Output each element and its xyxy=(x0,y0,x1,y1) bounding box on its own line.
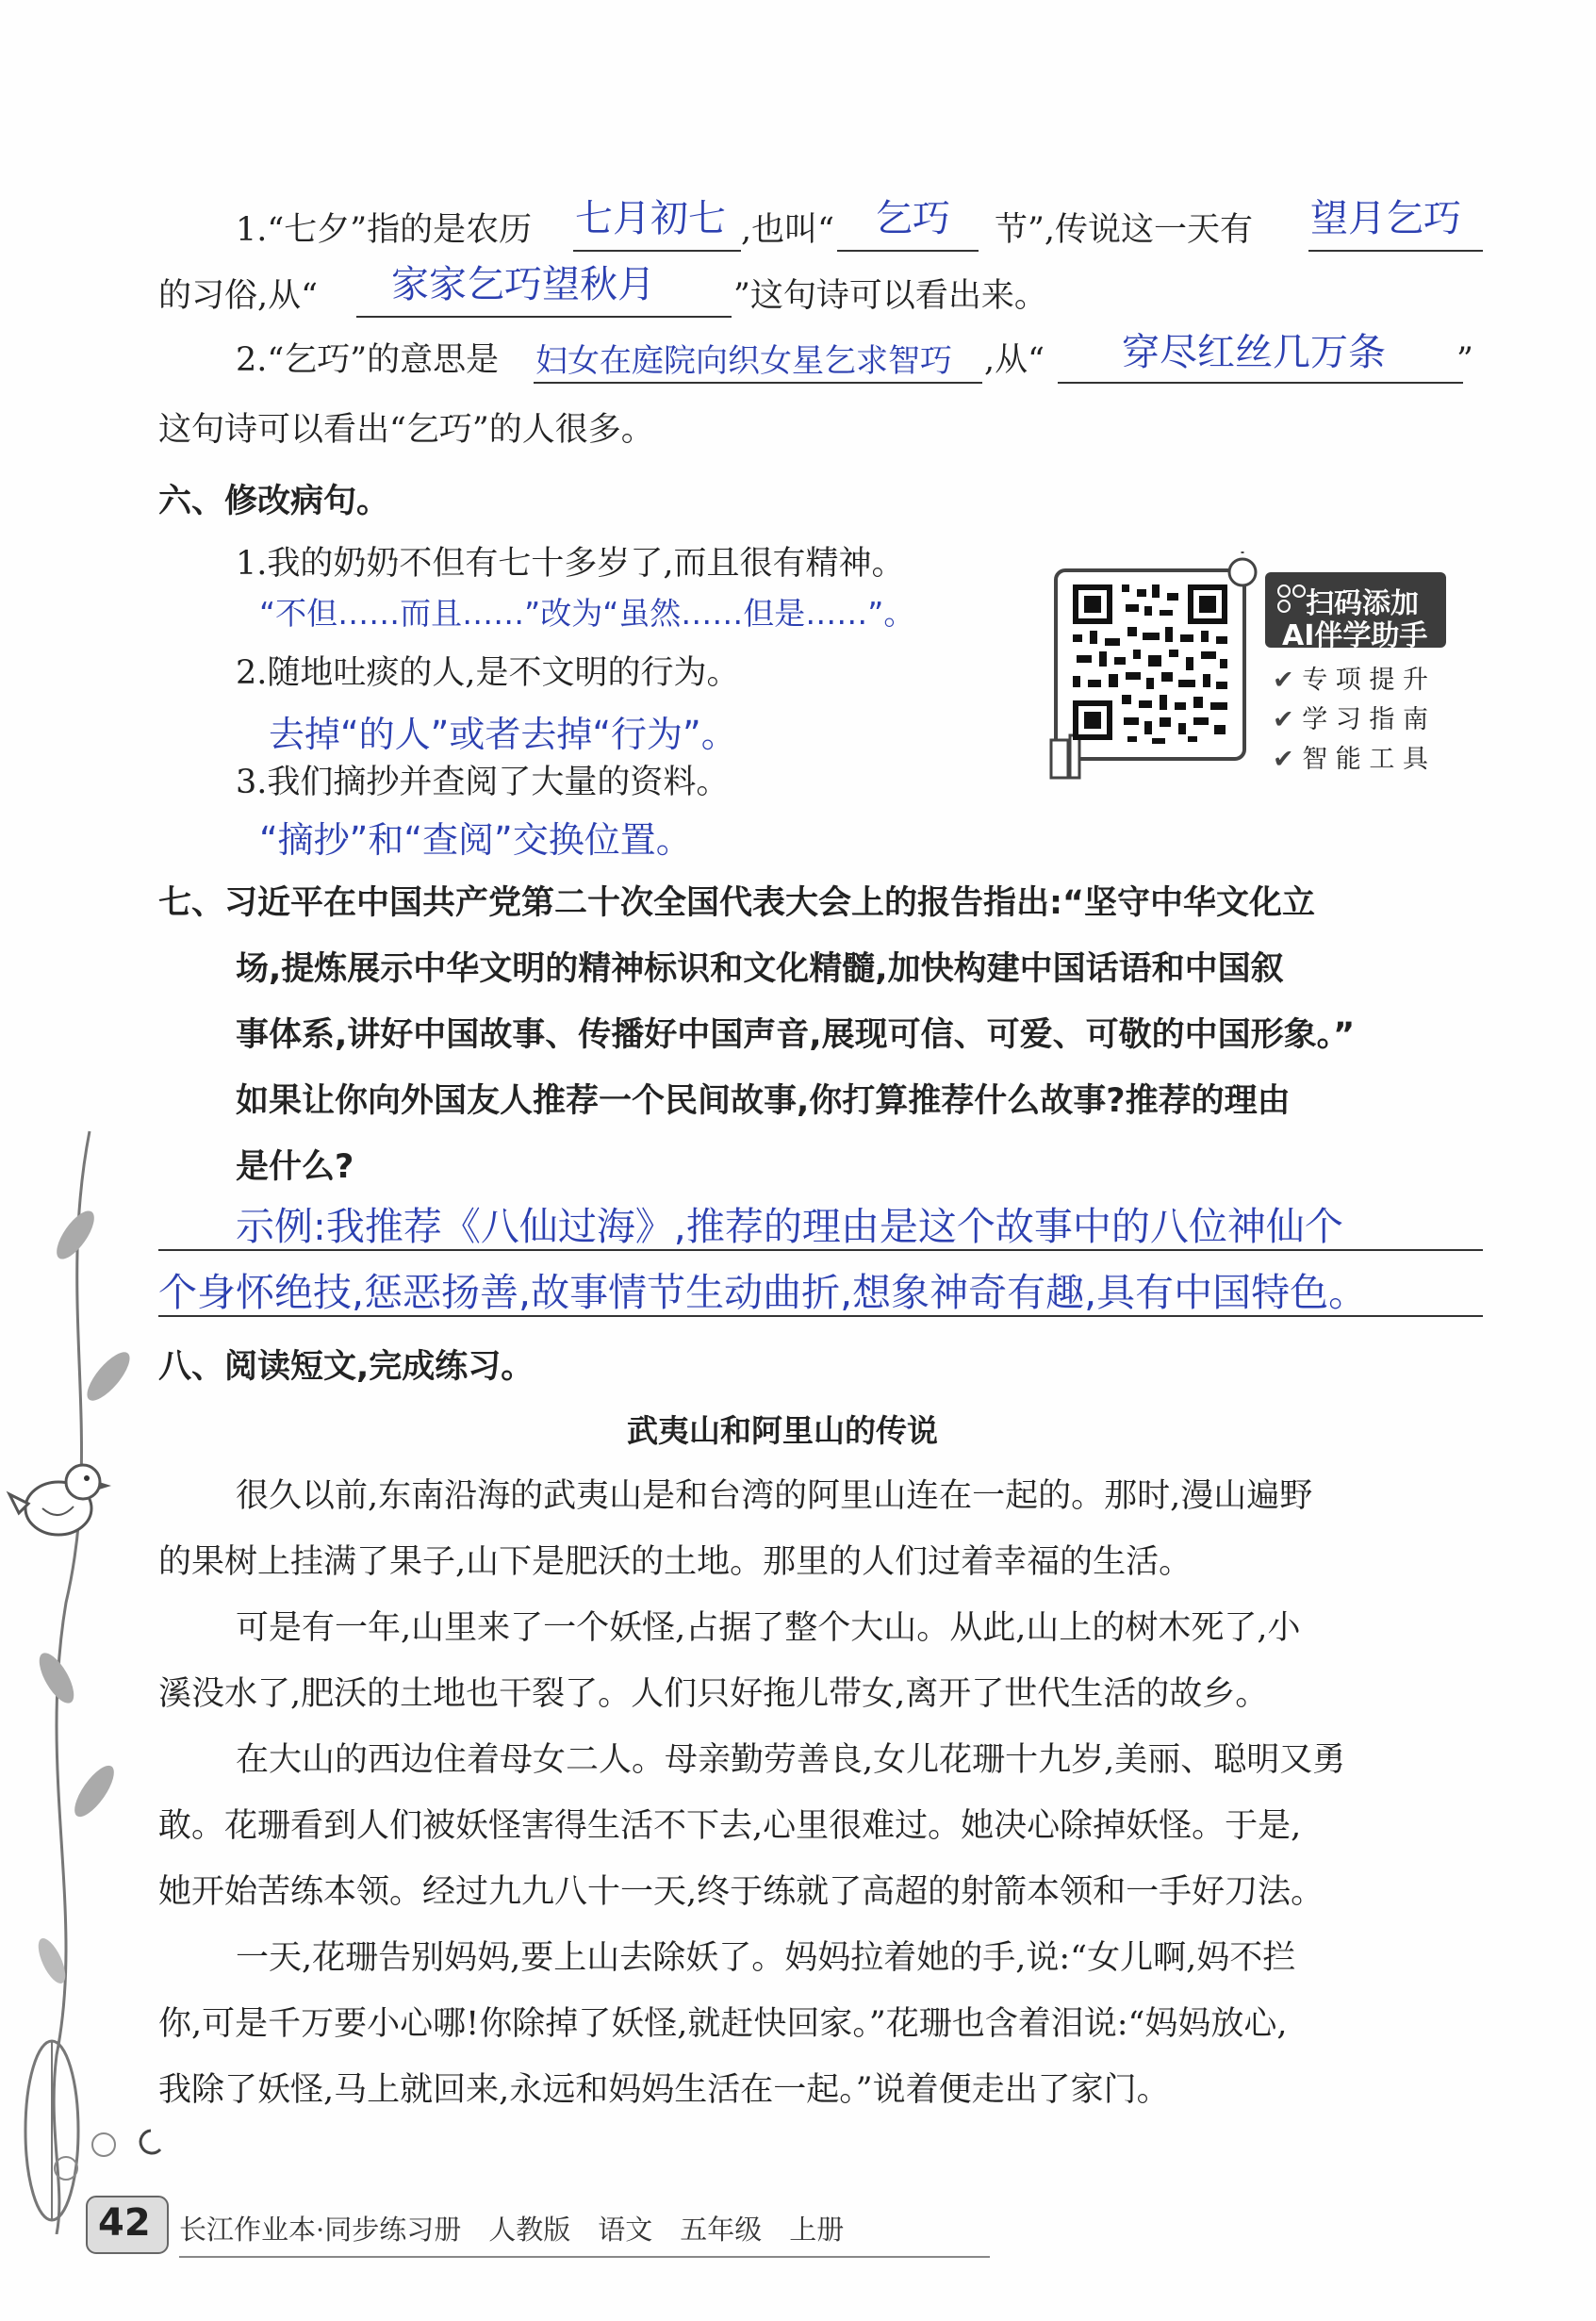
qr-box-title-1: 扫码添加 xyxy=(1306,587,1419,620)
q5-item2-part4: 这句诗可以看出“乞巧”的人很多。 xyxy=(158,411,654,449)
q7-line-3: 事体系,讲好中国故事、传播好中国声音,展现可信、可爱、可敬的中国形象。” xyxy=(236,1016,1356,1054)
q5-item2-part2: ,从“ xyxy=(984,341,1045,379)
passage-line-3: 可是有一年,山里来了一个妖怪,占据了整个大山。从此,山上的树木死了,小 xyxy=(236,1609,1301,1647)
q5-item1-part1: 1.“七夕”指的是农历 xyxy=(236,211,533,249)
qr-promo-box xyxy=(1046,551,1452,782)
page-number-badge xyxy=(85,2192,170,2258)
q5-item1-part3: 节”,传说这一天有 xyxy=(995,211,1254,249)
q6-heading: 六、修改病句。 xyxy=(158,483,390,520)
passage-line-7: 她开始苦练本领。经过九九八十一天,终于练就了高超的射箭本领和一手好刀法。 xyxy=(158,1873,1325,1911)
q5-item1-part2: ,也叫“ xyxy=(741,211,835,249)
check-icon: ✔ xyxy=(1273,666,1294,695)
passage-line-8: 一天,花珊告别妈妈,要上山去除妖了。妈妈拉着她的手,说:“女儿啊,妈不拦 xyxy=(236,1939,1296,1977)
passage-line-4: 溪没水了,肥沃的土地也干裂了。人们只好拖儿带女,离开了世代生活的故乡。 xyxy=(158,1675,1269,1713)
q6-item3-question: 3.我们摘抄并查阅了大量的资料。 xyxy=(236,764,730,801)
q5-answer-6: 穿尽红丝几万条 xyxy=(1122,331,1386,374)
q7-line-5: 是什么? xyxy=(236,1148,354,1186)
q7-line-2: 场,提炼展示中华文明的精神标识和文化精髓,加快构建中国话语和中国叙 xyxy=(236,950,1284,988)
passage-line-6: 敢。花珊看到人们被妖怪害得生活不下去,心里很难过。她决心除掉妖怪。于是, xyxy=(158,1807,1302,1845)
q6-item2-answer: 去掉“的人”或者去掉“行为”。 xyxy=(269,714,737,755)
q7-answer-line-1: 示例:我推荐《八仙过海》,推荐的理由是这个故事中的八位神仙个 xyxy=(236,1204,1343,1249)
passage-title: 武夷山和阿里山的传说 xyxy=(627,1412,938,1449)
q6-item1-question: 1.我的奶奶不但有七十多岁了,而且很有精神。 xyxy=(236,545,905,583)
q6-item3-answer: “摘抄”和“查阅”交换位置。 xyxy=(259,819,692,861)
q5-item2-part1: 2.“乞巧”的意思是 xyxy=(236,341,500,379)
q7-line-4: 如果让你向外国友人推荐一个民间故事,你打算推荐什么故事?推荐的理由 xyxy=(236,1082,1291,1120)
passage-line-10: 我除了妖怪,马上就回来,永远和妈妈生活在一起。”说着便走出了家门。 xyxy=(158,2071,1170,2109)
q5-answer-4: 家家乞巧望秋月 xyxy=(391,263,655,306)
q5-item2-part3: ” xyxy=(1456,341,1473,379)
check-icon: ✔ xyxy=(1273,745,1294,774)
q5-answer-1: 七月初七 xyxy=(575,197,726,240)
page-number: 42 xyxy=(98,2201,151,2245)
q8-heading: 八、阅读短文,完成练习。 xyxy=(158,1348,535,1386)
q7-line-1: 七、习近平在中国共产党第二十次全国代表大会上的报告指出:“坚守中华文化立 xyxy=(158,884,1316,922)
q5-answer-3: 望月乞巧 xyxy=(1310,197,1461,240)
q5-item1-part4: 的习俗,从“ xyxy=(158,277,319,315)
qr-box-title-2: AI伴学助手 xyxy=(1282,619,1428,652)
vine-bird-decoration-icon xyxy=(0,1112,170,2234)
q6-item2-question: 2.随地吐痰的人,是不文明的行为。 xyxy=(236,654,740,692)
qr-feature-1: ✔ 专 项 提 升 xyxy=(1273,666,1428,695)
q5-answer-5: 妇女在庭院向织女星乞求智巧 xyxy=(535,342,952,380)
q6-item1-answer: “不但……而且……”改为“虽然……但是……”。 xyxy=(259,595,915,632)
q5-item1-part5: ”这句诗可以看出来。 xyxy=(733,277,1047,315)
passage-line-2: 的果树上挂满了果子,山下是肥沃的土地。那里的人们过着幸福的生活。 xyxy=(158,1543,1193,1581)
passage-line-9: 你,可是千万要小心哪!你除掉了妖怪,就赶快回家。”花珊也含着泪说:“妈妈放心, xyxy=(158,2005,1288,2043)
book-info: 长江作业本·同步练习册 人教版 语文 五年级 上册 xyxy=(179,2214,845,2246)
qr-feature-3: ✔ 智 能 工 具 xyxy=(1273,745,1428,774)
passage-line-1: 很久以前,东南沿海的武夷山是和台湾的阿里山连在一起的。那时,漫山遍野 xyxy=(236,1477,1313,1515)
q5-answer-2: 乞巧 xyxy=(875,197,950,240)
check-icon: ✔ xyxy=(1273,705,1294,734)
qr-feature-2: ✔ 学 习 指 南 xyxy=(1273,705,1428,734)
passage-line-5: 在大山的西边住着母女二人。母亲勤劳善良,女儿花珊十九岁,美丽、聪明又勇 xyxy=(236,1741,1346,1779)
q7-answer-line-2: 个身怀绝技,惩恶扬善,故事情节生动曲折,想象神奇有趣,具有中国特色。 xyxy=(158,1270,1368,1315)
